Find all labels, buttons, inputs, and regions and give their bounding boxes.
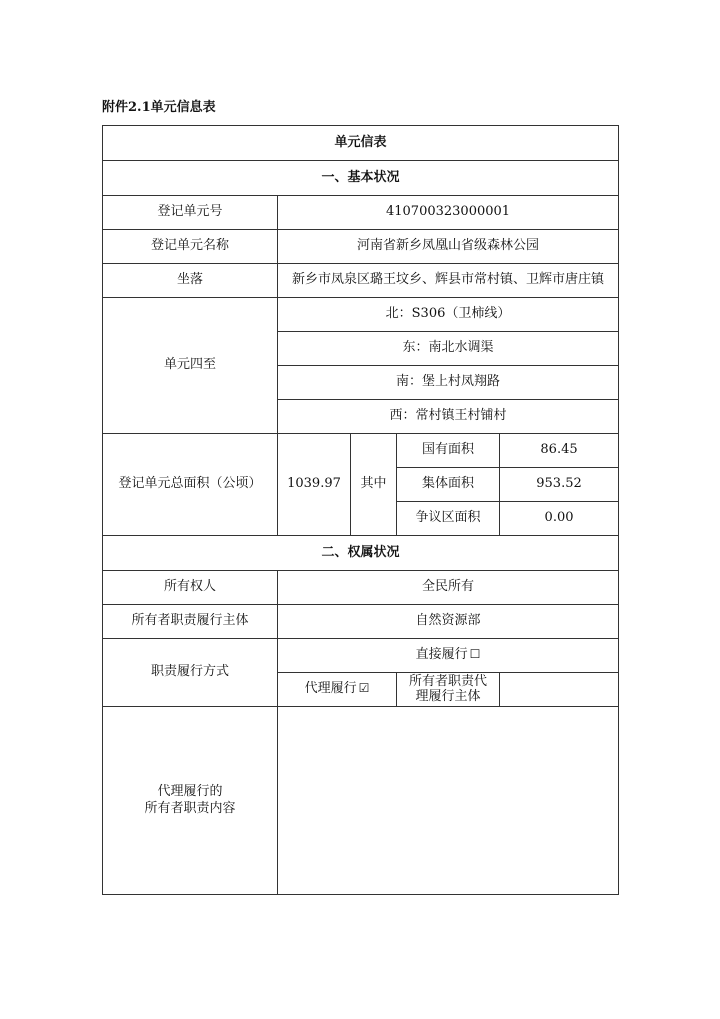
checkbox-checked-icon: ☑ — [358, 681, 370, 696]
agent-content-label-line2: 所有者职责内容 — [144, 801, 236, 817]
boundary-north: 北：S306（卫柿线） — [278, 298, 619, 332]
boundary-west: 西：常村镇王村铺村 — [278, 400, 619, 434]
collective-area-value: 953.52 — [500, 468, 619, 502]
of-which-label: 其中 — [351, 434, 397, 536]
duty-subject-value: 自然资源部 — [278, 605, 619, 639]
state-area-label: 国有面积 — [397, 434, 500, 468]
duty-mode-label: 职责履行方式 — [103, 639, 278, 707]
agent-content-label-line1: 代理履行的 — [157, 784, 223, 800]
disputed-area-value: 0.00 — [500, 502, 619, 536]
boundary-label: 单元四至 — [103, 298, 278, 434]
duty-subject-label: 所有者职责履行主体 — [103, 605, 278, 639]
unit-info-table — [102, 125, 619, 895]
agent-option-label: 代理履行 — [304, 681, 357, 697]
agent-content-value — [278, 707, 619, 895]
checkbox-unchecked-icon: ☐ — [469, 647, 481, 662]
agent-subject-label-line1: 所有者职责代 — [408, 673, 487, 689]
boundary-east: 东：南北水调渠 — [278, 332, 619, 366]
disputed-area-label: 争议区面积 — [397, 502, 500, 536]
table-title: 单元信表 — [103, 126, 619, 161]
agent-subject-label — [397, 673, 500, 707]
location-value: 新乡市凤泉区璐王坟乡、辉县市常村镇、卫辉市唐庄镇 — [278, 264, 619, 298]
total-area-label: 登记单元总面积（公顷） — [103, 434, 278, 536]
unit-no-label: 登记单元号 — [103, 196, 278, 230]
total-area-value: 1039.97 — [278, 434, 351, 536]
direct-option — [278, 639, 619, 673]
agent-subject-label-line2: 理履行主体 — [415, 688, 481, 704]
section-basic-header: 一、基本状况 — [103, 161, 619, 196]
unit-name-label: 登记单元名称 — [103, 230, 278, 264]
owner-label: 所有权人 — [103, 571, 278, 605]
owner-value: 全民所有 — [278, 571, 619, 605]
agent-option — [278, 673, 397, 707]
agent-subject-value — [500, 673, 619, 707]
direct-option-label: 直接履行 — [415, 647, 468, 663]
unit-name-value: 河南省新乡凤凰山省级森林公园 — [278, 230, 619, 264]
boundary-south: 南：堡上村凤翔路 — [278, 366, 619, 400]
agent-content-label — [103, 707, 278, 895]
collective-area-label: 集体面积 — [397, 468, 500, 502]
state-area-value: 86.45 — [500, 434, 619, 468]
unit-no-value: 410700323000001 — [278, 196, 619, 230]
document-caption: 附件2.1单元信息表 — [102, 100, 216, 115]
location-label: 坐落 — [103, 264, 278, 298]
section-ownership-header: 二、权属状况 — [103, 536, 619, 571]
